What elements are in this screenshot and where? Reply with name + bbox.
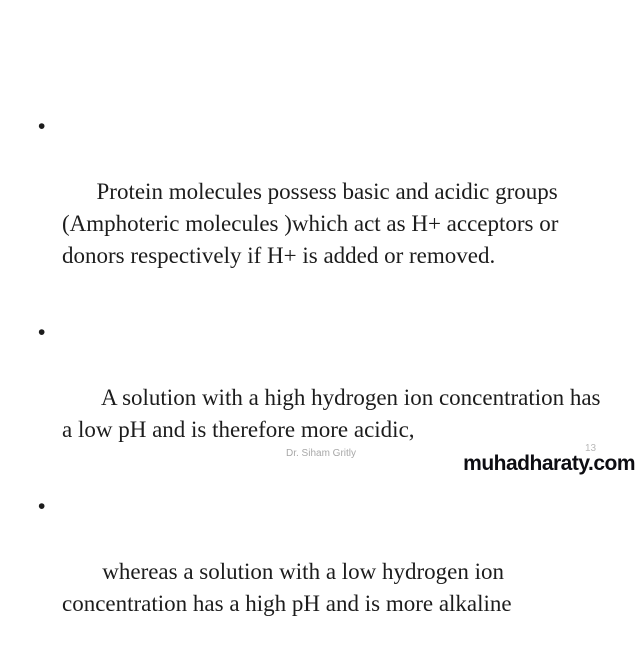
watermark-text: muhadharaty.com xyxy=(463,452,635,475)
bullet-text: Protein molecules possess basic and acidic groups (Amphoteric molecules )which act as H+ acceptors or donors respectively if H+ is added or removed. xyxy=(62,179,565,268)
footer-author: Dr. Siham Gritly xyxy=(286,448,357,459)
page-number: 13 xyxy=(585,443,597,454)
bullet-text: whereas a solution with a low hydrogen ion concentration has a high pH and is more alkaline xyxy=(62,559,512,616)
bullet-list xyxy=(36,112,607,666)
bullet-icon: • xyxy=(38,321,46,344)
bullet-item xyxy=(36,112,602,304)
bullet-icon: • xyxy=(38,495,46,518)
bullet-icon: • xyxy=(38,115,46,138)
bullet-item xyxy=(36,492,602,652)
bullet-text: A solution with a high hydrogen ion concentration has a low pH and is therefore more acidic, xyxy=(62,385,607,442)
